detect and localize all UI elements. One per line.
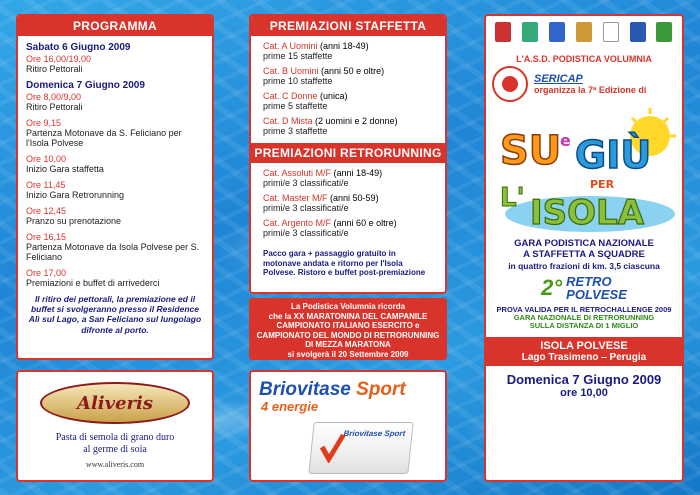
aliveris-line: al germe di soia — [83, 444, 147, 455]
organizza-text: organizza la 7ª Edizione di — [534, 85, 647, 95]
programma-body — [18, 36, 212, 341]
briovitase-title — [251, 372, 445, 399]
title-giu: GIÙ — [575, 133, 652, 177]
main-cover-panel — [484, 14, 684, 482]
programma-text: Pranzo su prenotazione — [26, 216, 122, 226]
cat-name: Cat. Master M/F — [263, 193, 328, 203]
checkmark-icon — [318, 433, 345, 463]
gara-line: GARA PODISTICA NAZIONALE — [514, 238, 654, 249]
aliveris-line: Pasta di semola di grano duro — [55, 432, 175, 443]
programma-text: Partenza Motonave da Isola Polvese per S. Feliciano — [26, 242, 200, 262]
volumnia-line: La Podistica Volumnia ricorda — [290, 302, 406, 311]
sponsor-logo — [522, 22, 538, 42]
premiazioni-panel — [249, 14, 447, 294]
cat-prize: primi/e 3 classificati/e — [263, 228, 349, 238]
programma-header: PROGRAMMA — [18, 16, 212, 36]
prova-valida: PROVA VALIDA PER IL RETROCHALLENGE 2009 — [496, 304, 672, 314]
programma-note: Il ritiro dei pettorali, la premiazione ed il buffet si svolgeranno presso il Residence Alì sul Lago, a San Feliciano sul lungolago difronte al porto. — [28, 294, 202, 335]
title-e: e — [560, 131, 571, 150]
cat-desc: (anni 60 e oltre) — [333, 218, 397, 228]
cat-desc: (anni 18-49) — [320, 41, 369, 51]
cat-name: Cat. A Uomini — [263, 41, 318, 51]
location-box — [486, 337, 682, 366]
cat-desc: (anni 18-49) — [333, 168, 383, 178]
volumnia-logo — [492, 66, 528, 102]
programma-day: Domenica 7 Giugno 2009 — [26, 80, 145, 91]
coni-logo — [603, 22, 619, 42]
programma-time: Ore 16,00/19,00 — [26, 54, 92, 64]
sponsor-logos-row — [486, 16, 682, 50]
cat-name: Cat. C Donne — [263, 91, 318, 101]
volumnia-line: CAMPIONATO ITALIANO ESERCITO e — [276, 321, 420, 331]
briovitase-sport: Sport — [356, 379, 406, 400]
volumnia-line: CAMPIONATO DEL MONDO DI RETRORUNNING — [256, 330, 440, 340]
staffetta-cat — [263, 91, 433, 111]
location-region: Lago Trasimeno – Perugia — [521, 352, 647, 364]
programma-text: Inizio Gara Retrorunning — [26, 190, 125, 200]
briovitase-product-box — [308, 422, 413, 474]
event-date: Domenica 7 Giugno 2009 — [506, 372, 662, 388]
programma-entry — [26, 42, 204, 74]
programma-entry — [26, 232, 204, 262]
programma-time: Ore 11,45 — [26, 180, 66, 190]
programma-text: Ritiro Pettorali — [26, 64, 83, 74]
retrorunning-cat — [263, 168, 433, 188]
volumnia-line: che la XX MARATONINA DEL CAMPANILE — [268, 311, 428, 321]
gara-nazionale — [486, 314, 682, 331]
gara-line: A STAFFETTA A SQUADRE — [523, 249, 645, 261]
retrorunning-header: PREMIAZIONI RETRORUNNING — [251, 143, 445, 163]
cat-prize: prime 5 staffette — [263, 101, 328, 111]
cat-name: Cat. Assoluti M/F — [263, 168, 332, 178]
programma-text: Ritiro Pettorali — [26, 102, 83, 112]
cat-prize: prime 10 staffette — [263, 76, 333, 86]
programma-entry — [26, 80, 204, 112]
event-title-graphic — [490, 106, 682, 236]
title-su: SU — [500, 128, 562, 174]
title-l: L' — [500, 183, 525, 213]
sponsor-logo — [630, 22, 646, 42]
staffetta-cat — [263, 116, 433, 136]
aliveris-url: www.aliveris.com — [85, 460, 145, 469]
cat-prize: primi/e 3 classificati/e — [263, 203, 349, 213]
cat-prize: prime 3 staffette — [263, 126, 328, 136]
retrorunning-cat — [263, 193, 433, 213]
retrorunning-section — [251, 163, 445, 245]
naz-line: GARA NAZIONALE DI RETRORUNNING — [513, 312, 655, 322]
aliveris-tagline — [18, 432, 212, 456]
sponsor-logo — [576, 22, 592, 42]
cat-name: Cat. Argento M/F — [263, 218, 332, 228]
cat-desc: (unica) — [320, 91, 348, 101]
cat-name: Cat. D Mista — [263, 116, 313, 126]
sponsor-logo — [549, 22, 565, 42]
programma-entry — [26, 154, 204, 174]
date-box — [486, 366, 682, 405]
programma-time: Ore 16,15 — [26, 232, 67, 242]
programma-entry — [26, 118, 204, 148]
programma-time: Ore 12,45 — [26, 206, 67, 216]
briovitase-box-label: Briovitase Sport — [343, 429, 406, 438]
sericap-logo-text: SERICAP — [534, 73, 583, 85]
staffetta-cat — [263, 66, 433, 86]
pacco-gara-note: Pacco gara + passaggio gratuito in motonave andata e ritorno per l'Isola Polvese. Ristoro e buffet post-premiazione — [263, 249, 426, 278]
event-time: ore 10,00 — [560, 387, 608, 400]
sponsor-logo — [495, 22, 511, 42]
title-per: PER — [590, 178, 615, 191]
retrorunning-cat — [263, 218, 433, 238]
staffetta-cat — [263, 41, 433, 61]
location-name: ISOLA POLVESE — [540, 340, 628, 353]
staffetta-section — [251, 36, 445, 143]
volumnia-line: si svolgerà il 20 Settembre 2009 — [287, 349, 409, 359]
retro-word: RETRO — [566, 273, 612, 289]
programma-text: Inizio Gara staffetta — [26, 164, 104, 174]
volumnia-note — [249, 298, 447, 360]
programma-day: Sabato 6 Giugno 2009 — [26, 42, 131, 53]
gara-subtitle: in quattro frazioni di km. 3,5 ciascuna — [508, 260, 660, 271]
organizer-name: L'A.S.D. PODISTICA VOLUMNIA — [516, 54, 652, 64]
gara-title — [486, 238, 682, 261]
programma-text: Premiazioni e buffet di arrivederci — [26, 278, 160, 288]
polvese-word: POLVESE — [566, 286, 627, 302]
aliveris-logo: Aliveris — [40, 382, 190, 424]
cat-name: Cat. B Uomini — [263, 66, 319, 76]
title-isola: ISOLA — [530, 193, 645, 233]
programma-time: Ore 8,00/9,00 — [26, 92, 82, 102]
programma-entry — [26, 268, 204, 288]
programma-text: Partenza Motonave da S. Feliciano per l'Isola Polvese — [26, 128, 182, 148]
volumnia-line: DI MEZZA MARATONA — [305, 340, 391, 350]
event-title-art — [490, 106, 678, 236]
programma-time: Ore 10,00 — [26, 154, 67, 164]
cat-prize: primi/e 3 classificati/e — [263, 178, 349, 188]
briovitase-name: Briovitase — [259, 379, 351, 400]
sponsor-logo — [656, 22, 672, 42]
programma-time: Ore 17,00 — [26, 268, 67, 278]
sericap-row — [486, 64, 682, 104]
programma-time: Ore 9,15 — [26, 118, 62, 128]
retro-polvese-logo — [486, 275, 682, 301]
retro-number: 2° — [541, 274, 563, 300]
programma-entry — [26, 180, 204, 200]
briovitase-ad — [249, 370, 447, 482]
programma-entry — [26, 206, 204, 226]
naz-line: SULLA DISTANZA DI 1 MIGLIO — [529, 321, 639, 331]
programma-panel — [16, 14, 214, 360]
cat-desc: (anni 50 e oltre) — [321, 66, 385, 76]
cat-prize: prime 15 staffette — [263, 51, 333, 61]
aliveris-ad — [16, 370, 214, 482]
cat-desc: (2 uomini e 2 donne) — [315, 116, 398, 126]
briovitase-subtitle: 4 energie — [261, 399, 319, 414]
cat-desc: (anni 50-59) — [330, 193, 379, 203]
staffetta-header: PREMIAZIONI STAFFETTA — [251, 16, 445, 36]
